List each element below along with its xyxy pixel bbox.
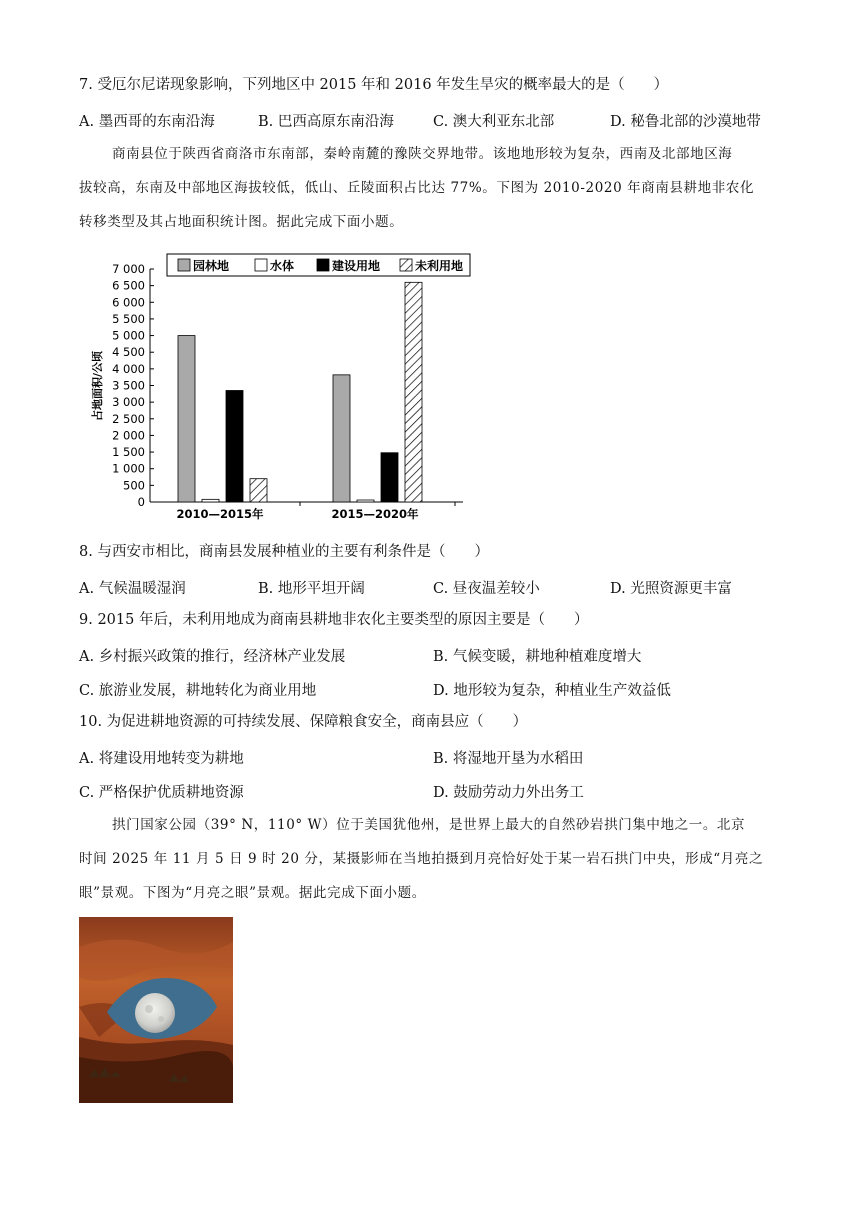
y-tick-label: 3 500: [112, 378, 145, 393]
y-tick-label: 6 500: [112, 278, 145, 293]
q7-option-d: D. 秘鲁北部的沙漠地带: [610, 114, 761, 130]
legend-label-水体: 水体: [270, 259, 295, 273]
bar-建设用地-1: [381, 453, 398, 502]
legend-label-未利用地: 未利用地: [415, 259, 464, 273]
q7-option-a: A. 墨西哥的东南沿海: [79, 114, 215, 130]
moon: [135, 993, 175, 1033]
q7-option-c: C. 澳大利亚东北部: [433, 114, 555, 130]
y-tick-label: 5 000: [112, 328, 145, 343]
y-tick-label: 5 500: [112, 311, 145, 326]
y-tick-label: 1 000: [112, 461, 145, 476]
q8-option-d: D. 光照资源更丰富: [610, 581, 732, 597]
y-tick-label: 2 000: [112, 428, 145, 443]
q9-option-a: A. 乡村振兴政策的推行，经济林产业发展: [79, 649, 346, 665]
y-tick-label: 2 500: [112, 411, 145, 426]
q8-stem: 8. 与西安市相比，商南县发展种植业的主要有利条件是（ ）: [79, 544, 489, 560]
q8-option-c: C. 昼夜温差较小: [433, 581, 540, 597]
bar-水体-0: [202, 499, 219, 502]
x-tick-label: 2015—2020年: [331, 507, 419, 521]
passage1-line-3: 转移类型及其占地面积统计图。据此完成下面小题。: [79, 214, 404, 230]
y-tick-label: 6 000: [112, 295, 145, 310]
q8-option-b: B. 地形平坦开阔: [258, 581, 365, 597]
x-tick-label: 2010—2015年: [176, 507, 264, 521]
moon-eye-arch-photo: [79, 917, 233, 1103]
y-tick-label: 4 500: [112, 345, 145, 360]
legend-label-建设用地: 建设用地: [332, 259, 381, 273]
q9-option-b: B. 气候变暖，耕地种植难度增大: [433, 649, 642, 665]
q10-option-c: C. 严格保护优质耕地资源: [79, 785, 244, 801]
q9-stem: 9. 2015 年后，未利用地成为商南县耕地非农化主要类型的原因主要是（ ）: [79, 612, 589, 628]
y-tick-label: 0: [137, 495, 145, 509]
y-axis-label: 占地面积/公顷: [91, 350, 104, 422]
land-conversion-bar-chart: [88, 248, 472, 533]
y-tick-label: 1 500: [112, 445, 145, 460]
bar-建设用地-0: [226, 390, 243, 502]
y-tick-label: 7 000: [112, 262, 145, 276]
passage2-line-3: 眼”景观。下图为“月亮之眼”景观。据此完成下面小题。: [79, 885, 426, 901]
y-tick-label: 500: [123, 478, 145, 493]
passage1-line-2: 拔较高，东南及中部地区海拔较低，低山、丘陵面积占比达 77%。下图为 2010-2020 年商南县耕地非农化: [79, 180, 755, 196]
bar-水体-1: [357, 500, 374, 502]
q9-option-c: C. 旅游业发展，耕地转化为商业用地: [79, 683, 317, 699]
passage2-line-2: 时间 2025 年 11 月 5 日 9 时 20 分，某摄影师在当地拍摄到月亮恰好处于某一岩石拱门中央，形成“月亮之: [79, 851, 764, 867]
q10-stem: 10. 为促进耕地资源的可持续发展、保障粮食安全，商南县应（ ）: [79, 714, 528, 730]
passage1-line-1: 商南县位于陕西省商洛市东南部，秦岭南麓的豫陕交界地带。该地地形较为复杂，西南及北部地区海: [112, 146, 733, 162]
passage2-line-1: 拱门国家公园（39° N，110° W）位于美国犹他州，是世界上最大的自然砂岩拱门集中地之一。北京: [112, 817, 746, 833]
bar-园林地-0: [178, 336, 195, 502]
q7-option-b: B. 巴西高原东南沿海: [258, 114, 394, 130]
legend-swatch-水体: [255, 259, 267, 271]
y-tick-label: 3 000: [112, 395, 145, 410]
legend-swatch-建设用地: [317, 259, 329, 271]
q7-stem: 7. 受厄尔尼诺现象影响，下列地区中 2015 年和 2016 年发生旱灾的概率最大的是（ ）: [79, 77, 669, 93]
bar-未利用地-1: [405, 282, 422, 502]
legend-swatch-未利用地: [400, 259, 412, 271]
q10-option-a: A. 将建设用地转变为耕地: [79, 751, 244, 767]
legend-label-园林地: 园林地: [193, 259, 230, 273]
legend-swatch-园林地: [178, 259, 190, 271]
q10-option-b: B. 将湿地开垦为水稻田: [433, 751, 584, 767]
bar-未利用地-0: [250, 479, 267, 502]
q10-option-d: D. 鼓励劳动力外出务工: [433, 785, 584, 801]
q8-option-a: A. 气候温暖湿润: [79, 581, 186, 597]
bar-园林地-1: [333, 375, 350, 502]
y-tick-label: 4 000: [112, 361, 145, 376]
q9-option-d: D. 地形较为复杂，种植业生产效益低: [433, 683, 671, 699]
